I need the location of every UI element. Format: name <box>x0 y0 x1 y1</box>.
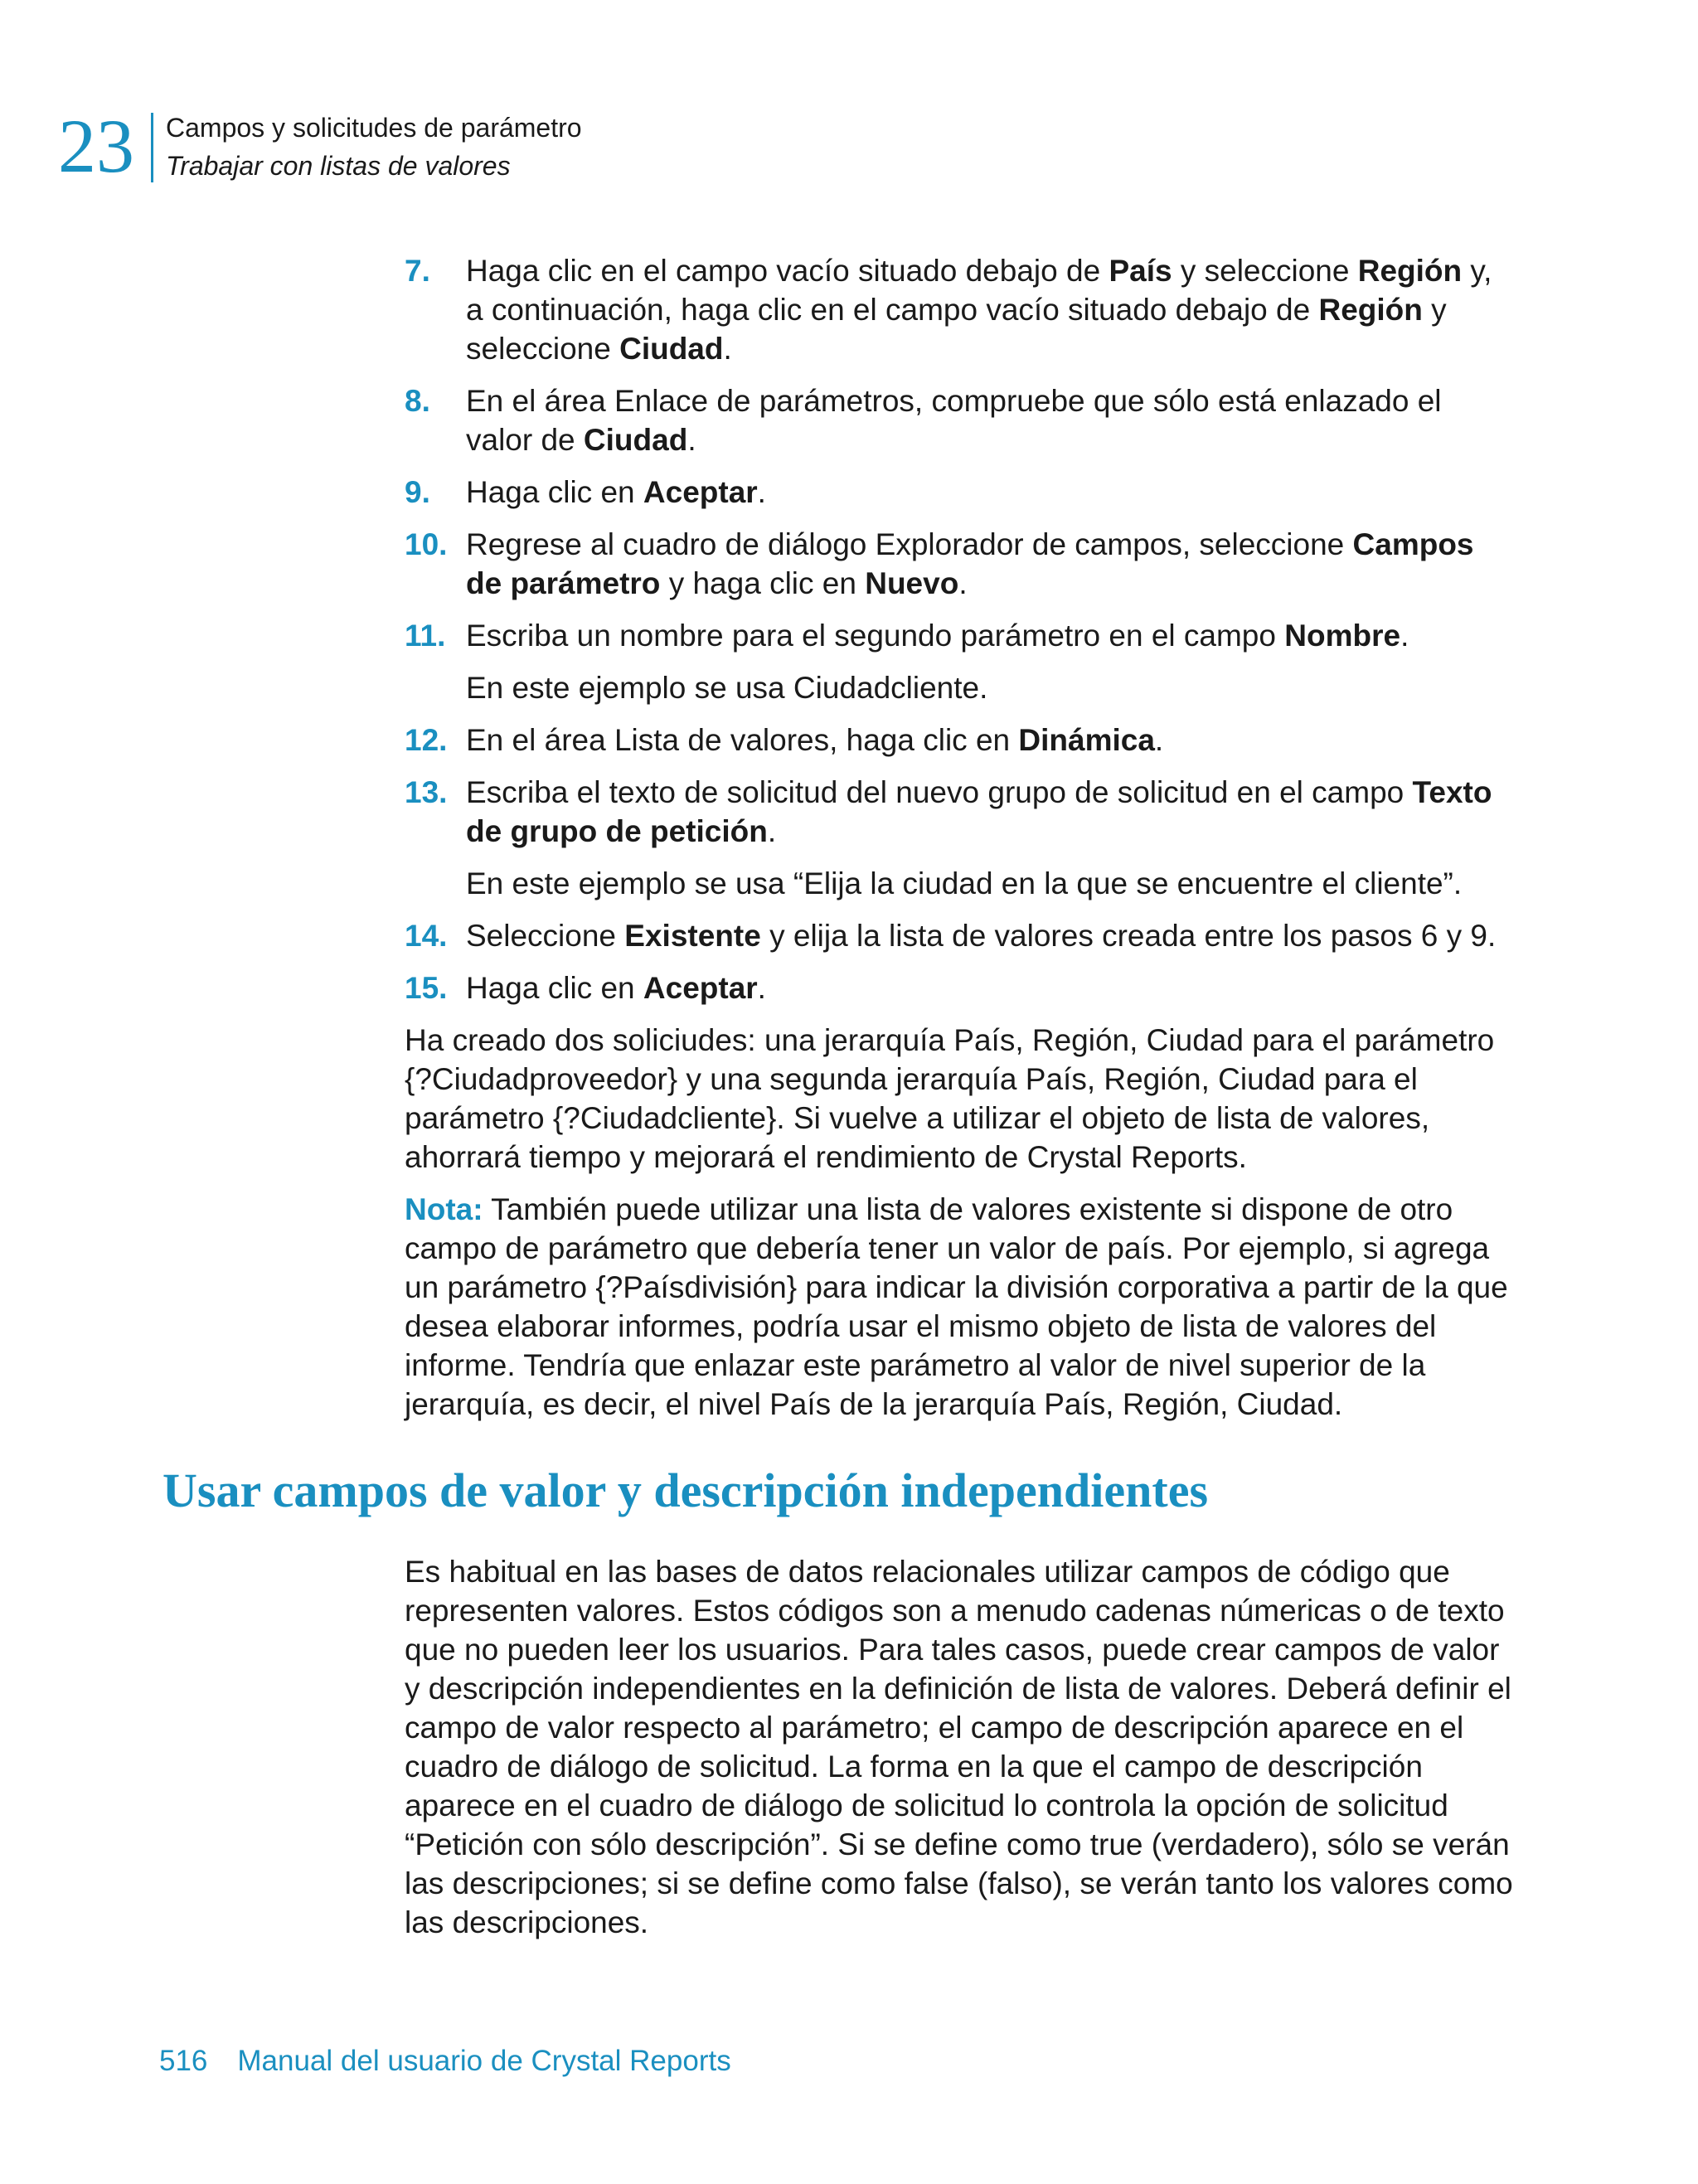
step-10: 10. Regrese al cuadro de diálogo Explorador de campos, seleccione Campos de parámetro y haga clic en Nuevo. <box>405 525 1516 603</box>
step-number: 11. <box>405 619 446 653</box>
step-8: 8. En el área Enlace de parámetros, compruebe que sólo está enlazado el valor de Ciudad. <box>405 381 1516 459</box>
step-14: 14. Seleccione Existente y elija la lista de valores creada entre los pasos 6 y 9. <box>405 916 1516 955</box>
section-subtitle: Trabajar con listas de valores <box>166 151 511 181</box>
page-number: 516 <box>159 2045 208 2077</box>
step-example: En este ejemplo se usa Ciudadcliente. <box>466 671 988 705</box>
step-11: 11. Escriba un nombre para el segundo parámetro en el campo Nombre. En este ejemplo se usa Ciudadcliente. <box>405 616 1516 707</box>
step-number: 12. <box>405 723 448 757</box>
section-heading: Usar campos de valor y descripción independientes <box>163 1463 1209 1517</box>
note-text: También puede utilizar una lista de valores existente si dispone de otro campo de parámetro que debería tener un valor de país. Por ejemplo, si agrega un parámetro {?Paísdivisión} para indicar la división corporativa a partir de la que desea elaborar informes, podría usar el mismo objeto de lista de valores del informe. Tendría que enlazar este parámetro al valor de nivel superior de la jerarquía, es decir, el nivel País de la jerarquía País, Región, Ciudad. <box>405 1192 1508 1421</box>
page-footer <box>159 2045 731 2078</box>
summary-paragraph: Ha creado dos soliciudes: una jerarquía País, Región, Ciudad para el parámetro {?Ciudadproveedor} y una segunda jerarquía País, Región, Ciudad para el parámetro {?Ciudadcliente}. Si vuelve a utilizar el objeto de lista de valores, ahorrará tiempo y mejorará el rendimiento de Crystal Reports. <box>405 1023 1495 1174</box>
step-number: 15. <box>405 971 448 1005</box>
step-example: En este ejemplo se usa “Elija la ciudad en la que se encuentre el cliente”. <box>466 866 1463 900</box>
step-number: 9. <box>405 475 430 509</box>
step-number: 14. <box>405 919 448 953</box>
step-number: 7. <box>405 254 430 288</box>
step-7: 7. Haga clic en el campo vacío situado debajo de País y seleccione Región y, a continuación, haga clic en el campo vacío situado debajo de Región y seleccione Ciudad. <box>405 251 1516 368</box>
chapter-title: Campos y solicitudes de parámetro <box>166 113 582 143</box>
step-number: 8. <box>405 384 430 418</box>
step-number: 13. <box>405 775 448 809</box>
step-15: 15. Haga clic en Aceptar. <box>405 968 1516 1007</box>
book-title: Manual del usuario de Crystal Reports <box>237 2045 731 2077</box>
note-paragraph <box>405 1190 1516 1424</box>
step-9: 9. Haga clic en Aceptar. <box>405 473 1516 512</box>
step-number: 10. <box>405 527 448 561</box>
note-label: Nota: <box>405 1192 483 1226</box>
chapter-number: 23 <box>58 104 134 188</box>
main-content <box>405 251 1516 1437</box>
header-divider <box>151 113 153 182</box>
step-12: 12. En el área Lista de valores, haga clic en Dinámica. <box>405 721 1516 760</box>
step-13: 13. Escriba el texto de solicitud del nuevo grupo de solicitud en el campo Texto de grupo de petición. En este ejemplo se usa “Elija la ciudad en la que se encuentre el cliente”. <box>405 773 1516 903</box>
section-body: Es habitual en las bases de datos relacionales utilizar campos de código que representen valores. Estos códigos son a menudo cadenas númericas o de texto que no pueden leer los usuarios. Para tales casos, puede crear campos de valor y descripción independientes en la definición de lista de valores. Deberá definir el campo de valor respecto al parámetro; el campo de descripción aparece en el cuadro de diálogo de solicitud. La forma en la que el campo de descripción aparece en el cuadro de diálogo de solicitud lo controla la opción de solicitud “Petición con sólo descripción”. Si se define como true (verdadero), sólo se verán las descripciones; si se define como false (falso), se verán tanto los valores como las descripciones. <box>405 1555 1513 1939</box>
